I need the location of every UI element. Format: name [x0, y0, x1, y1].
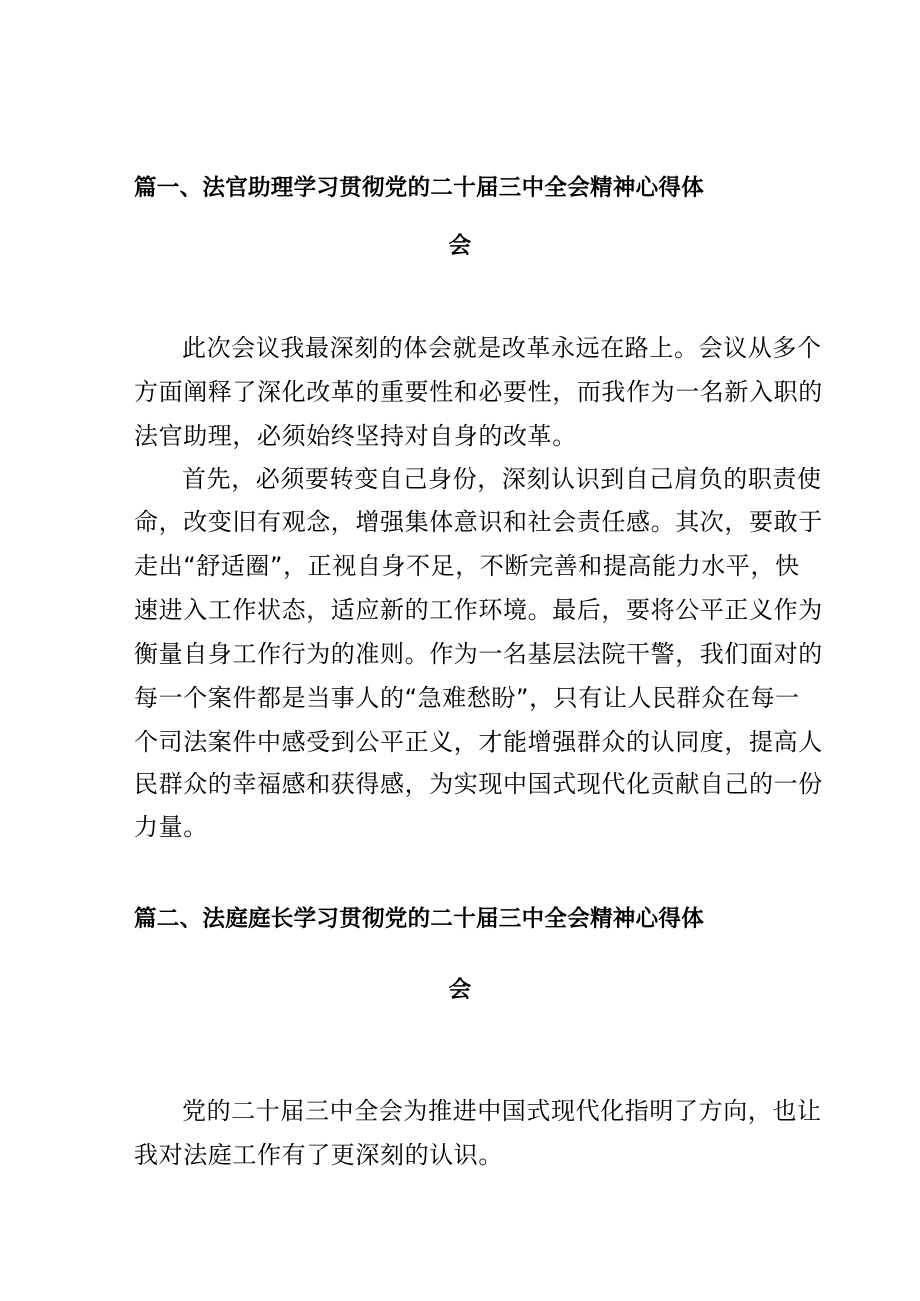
section-1-heading-line-1: 篇一、法官助理学习贯彻党的二十届三中全会精神心得体 — [134, 175, 705, 201]
section-2-heading-line-1: 篇二、法庭庭长学习贯彻党的二十届三中全会精神心得体 — [134, 906, 705, 932]
section-1-paragraph-1-line-3: 法官助理，必须始终坚持对自身的改革。 — [134, 422, 577, 450]
section-1-paragraph-2-line-9: 力量。 — [134, 813, 208, 841]
section-1-heading-line-2: 会 — [448, 233, 472, 259]
section-1-paragraph-2-line-2: 命，改变旧有观念，增强集体意识和社会责任感。其次，要敢于 — [134, 508, 823, 536]
section-1-paragraph-1-line-2: 方面阐释了深化改革的重要性和必要性，而我作为一名新入职的 — [134, 378, 823, 406]
section-1-paragraph-1-line-1: 此次会议我最深刻的体会就是改革永远在路上。会议从多个 — [182, 334, 822, 362]
section-2-heading-line-2: 会 — [448, 977, 472, 1003]
section-2-paragraph-1-line-1: 党的二十届三中全会为推进中国式现代化指明了方向，也让 — [182, 1097, 822, 1125]
section-1-paragraph-2-line-8: 民群众的幸福感和获得感，为实现中国式现代化贡献自己的一份 — [134, 770, 823, 798]
section-2-paragraph-1-line-2: 我对法庭工作有了更深刻的认识。 — [134, 1141, 503, 1169]
section-1-paragraph-2-line-4: 速进入工作状态，适应新的工作环境。最后，要将公平正义作为 — [134, 596, 823, 624]
section-1-paragraph-2-line-6: 每一个案件都是当事人的“急难愁盼”，只有让人民群众在每一 — [134, 684, 800, 712]
section-1-paragraph-2-line-5: 衡量自身工作行为的准则。作为一名基层法院干警，我们面对的 — [134, 640, 823, 668]
section-1-paragraph-2-line-1: 首先，必须要转变自己身份，深刻认识到自己肩负的职责使 — [182, 465, 822, 493]
section-1-paragraph-2-line-3: 走出“舒适圈”，正视自身不足，不断完善和提高能力水平，快 — [134, 552, 800, 580]
section-1-paragraph-2-line-7: 个司法案件中感受到公平正义，才能增强群众的认同度，提高人 — [134, 728, 823, 756]
